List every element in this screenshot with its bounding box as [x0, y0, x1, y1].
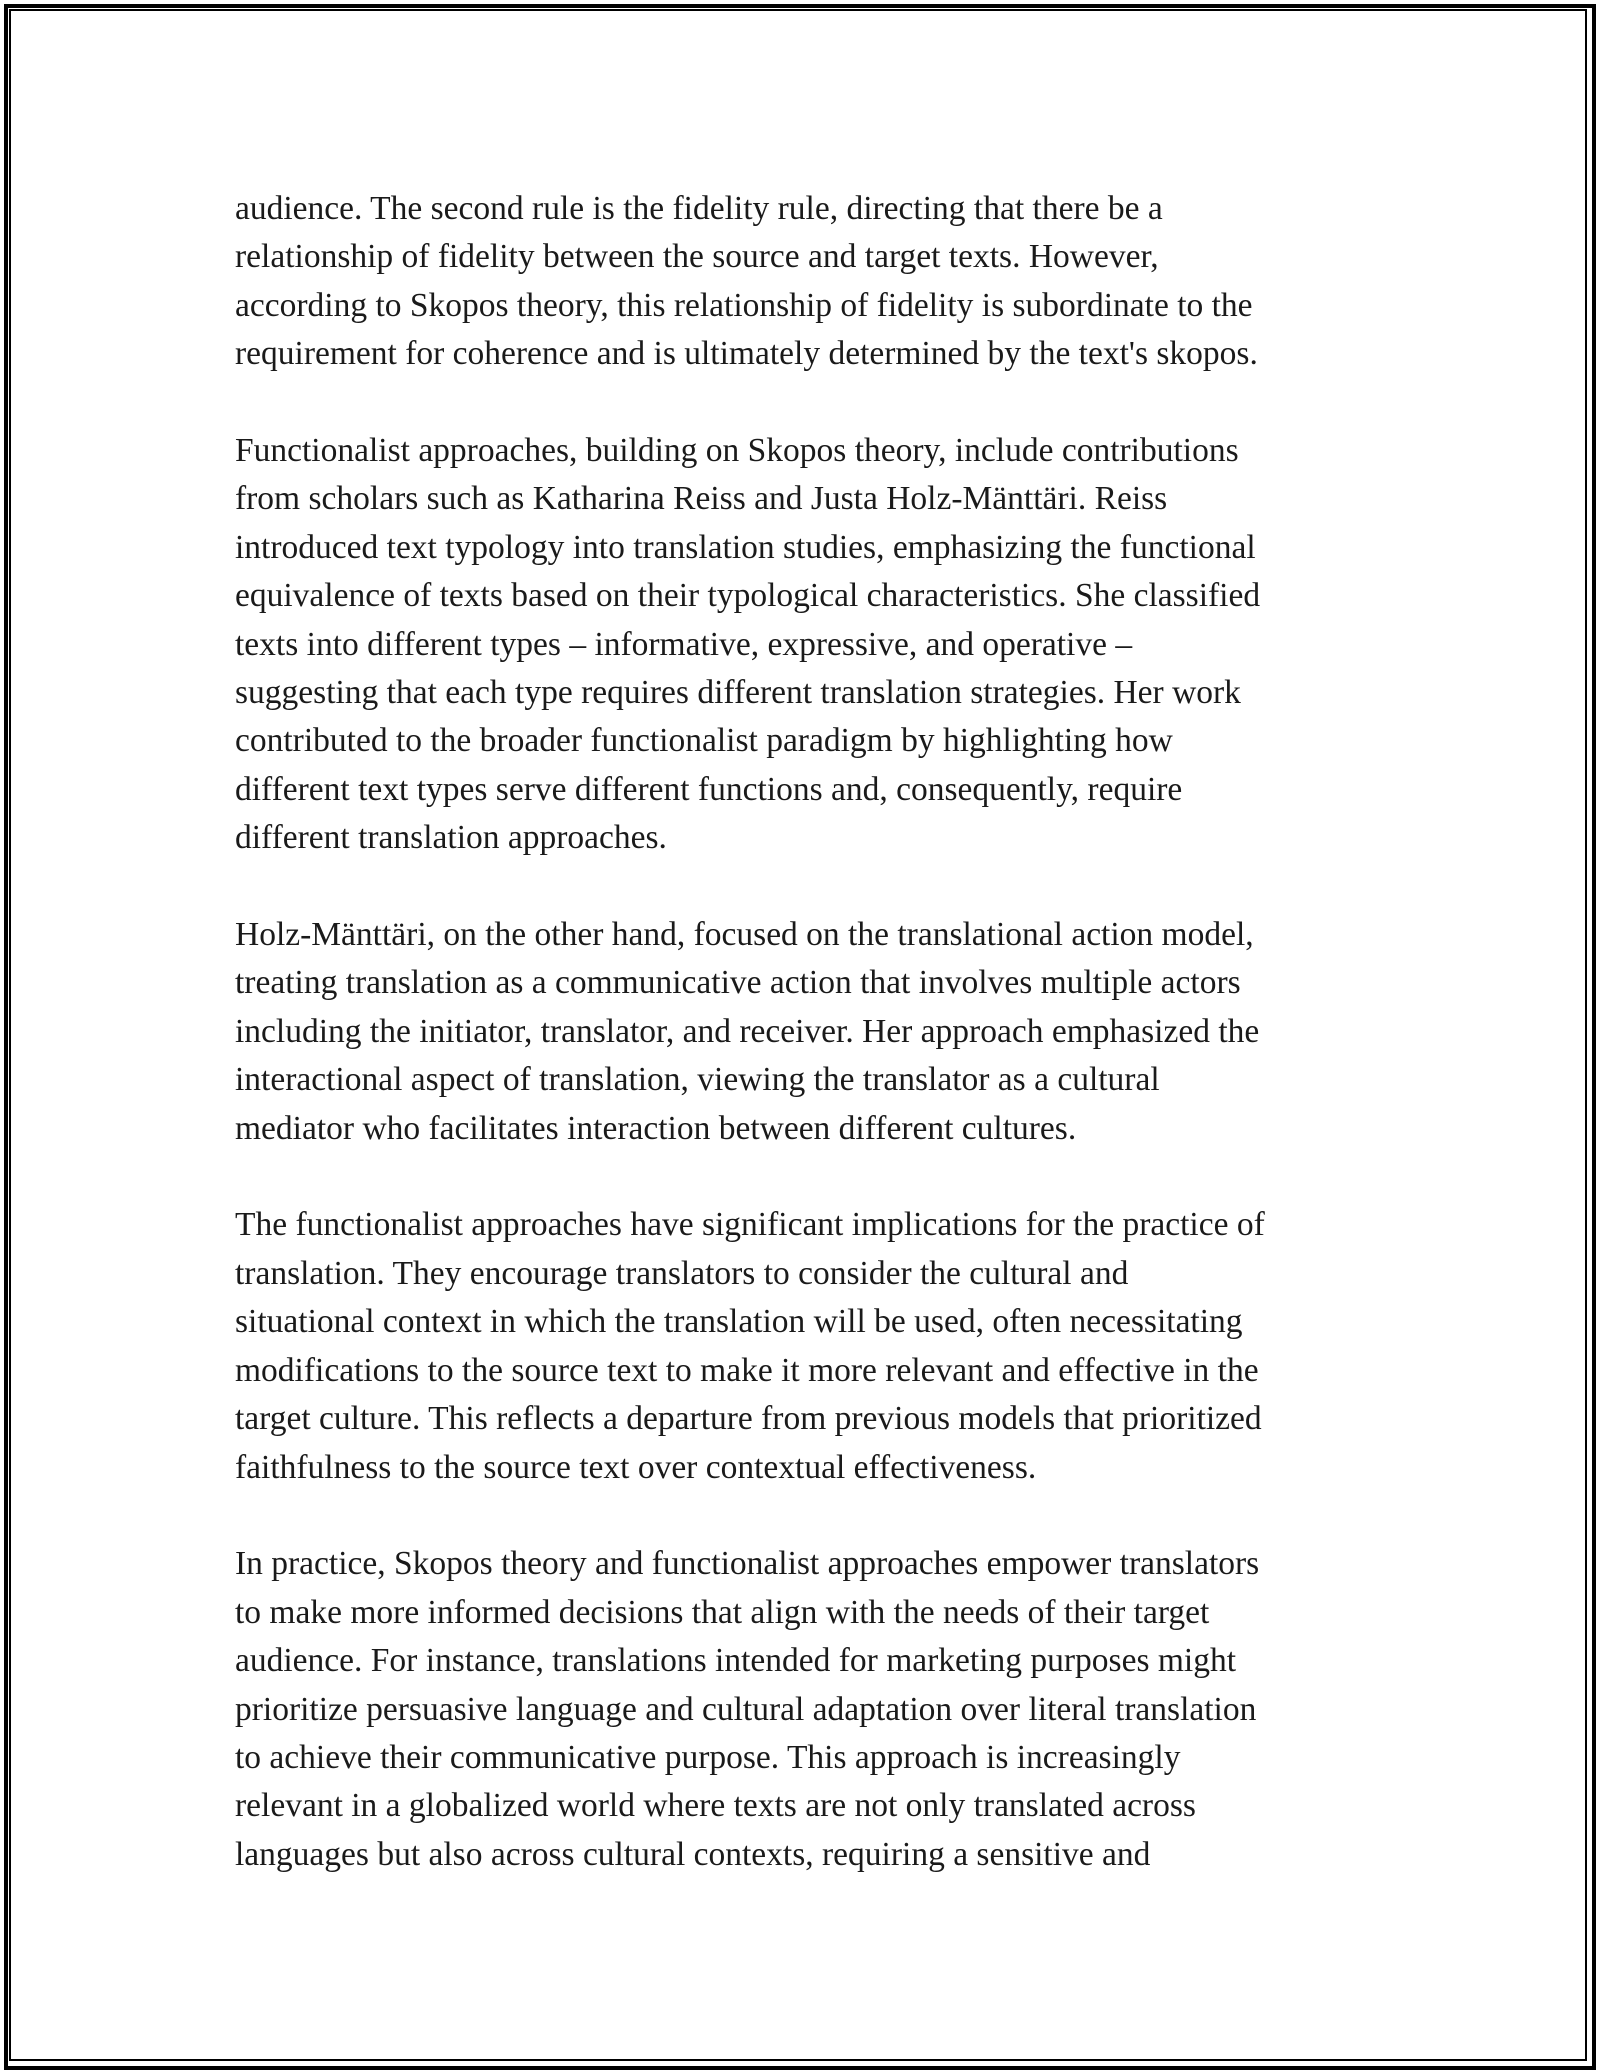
paragraph — [235, 1201, 1395, 1491]
paragraph — [235, 427, 1395, 863]
text-line: Holz-Mänttäri, on the other hand, focused on the translational action model, — [235, 916, 1254, 954]
text-line: audience. For instance, translations intended for marketing purposes might — [235, 1642, 1237, 1680]
text-line: relevant in a globalized world where texts are not only translated across — [235, 1787, 1196, 1825]
text-line: languages but also across cultural contexts, requiring a sensitive and — [235, 1835, 1151, 1873]
document-body — [235, 185, 1395, 1879]
text-line: audience. The second rule is the fidelity rule, directing that there be a — [235, 190, 1163, 227]
text-line: situational context in which the translation will be used, often necessitating — [235, 1303, 1243, 1341]
text-line: introduced text typology into translation studies, emphasizing the functional — [235, 528, 1256, 566]
text-line: suggesting that each type requires different translation strategies. Her work — [235, 674, 1241, 712]
text-line: faithfulness to the source text over contextual effectiveness. — [235, 1448, 1037, 1486]
text-line: contributed to the broader functionalist paradigm by highlighting how — [235, 722, 1173, 760]
text-line: prioritize persuasive language and cultural adaptation over literal translation — [235, 1690, 1257, 1728]
text-line: requirement for coherence and is ultimately determined by the text's skopos. — [235, 335, 1258, 373]
text-line: to achieve their communicative purpose. This approach is increasingly — [235, 1738, 1181, 1776]
text-line: Functionalist approaches, building on Skopos theory, include contributions — [235, 432, 1239, 470]
text-line: different translation approaches. — [235, 819, 667, 857]
text-line: including the initiator, translator, and receiver. Her approach emphasized the — [235, 1012, 1260, 1050]
text-line: The functionalist approaches have significant implications for the practice of — [235, 1206, 1265, 1244]
paragraph — [235, 1540, 1395, 1879]
paragraph — [235, 911, 1395, 1153]
text-line: translation. They encourage translators to consider the cultural and — [235, 1254, 1129, 1292]
text-line: texts into different types – informative, expressive, and operative – — [235, 625, 1133, 663]
text-line: In practice, Skopos theory and functionalist approaches empower translators — [235, 1545, 1260, 1583]
text-line: modifications to the source text to make it more relevant and effective in the — [235, 1351, 1259, 1389]
text-line: equivalence of texts based on their typological characteristics. She classified — [235, 577, 1261, 615]
text-line: treating translation as a communicative action that involves multiple actors — [235, 964, 1241, 1002]
text-line: mediator who facilitates interaction between different cultures. — [235, 1109, 1077, 1147]
text-line: according to Skopos theory, this relationship of fidelity is subordinate to the — [235, 286, 1253, 324]
text-line: different text types serve different functions and, consequently, require — [235, 770, 1183, 808]
text-line: from scholars such as Katharina Reiss and Justa Holz-Mänttäri. Reiss — [235, 480, 1168, 518]
text-line: interactional aspect of translation, viewing the translator as a cultural — [235, 1061, 1160, 1099]
text-line: target culture. This reflects a departure from previous models that prioritized — [235, 1400, 1262, 1438]
text-line: to make more informed decisions that align with the needs of their target — [235, 1593, 1210, 1631]
text-line: relationship of fidelity between the source and target texts. However, — [235, 238, 1159, 276]
paragraph — [235, 185, 1395, 379]
